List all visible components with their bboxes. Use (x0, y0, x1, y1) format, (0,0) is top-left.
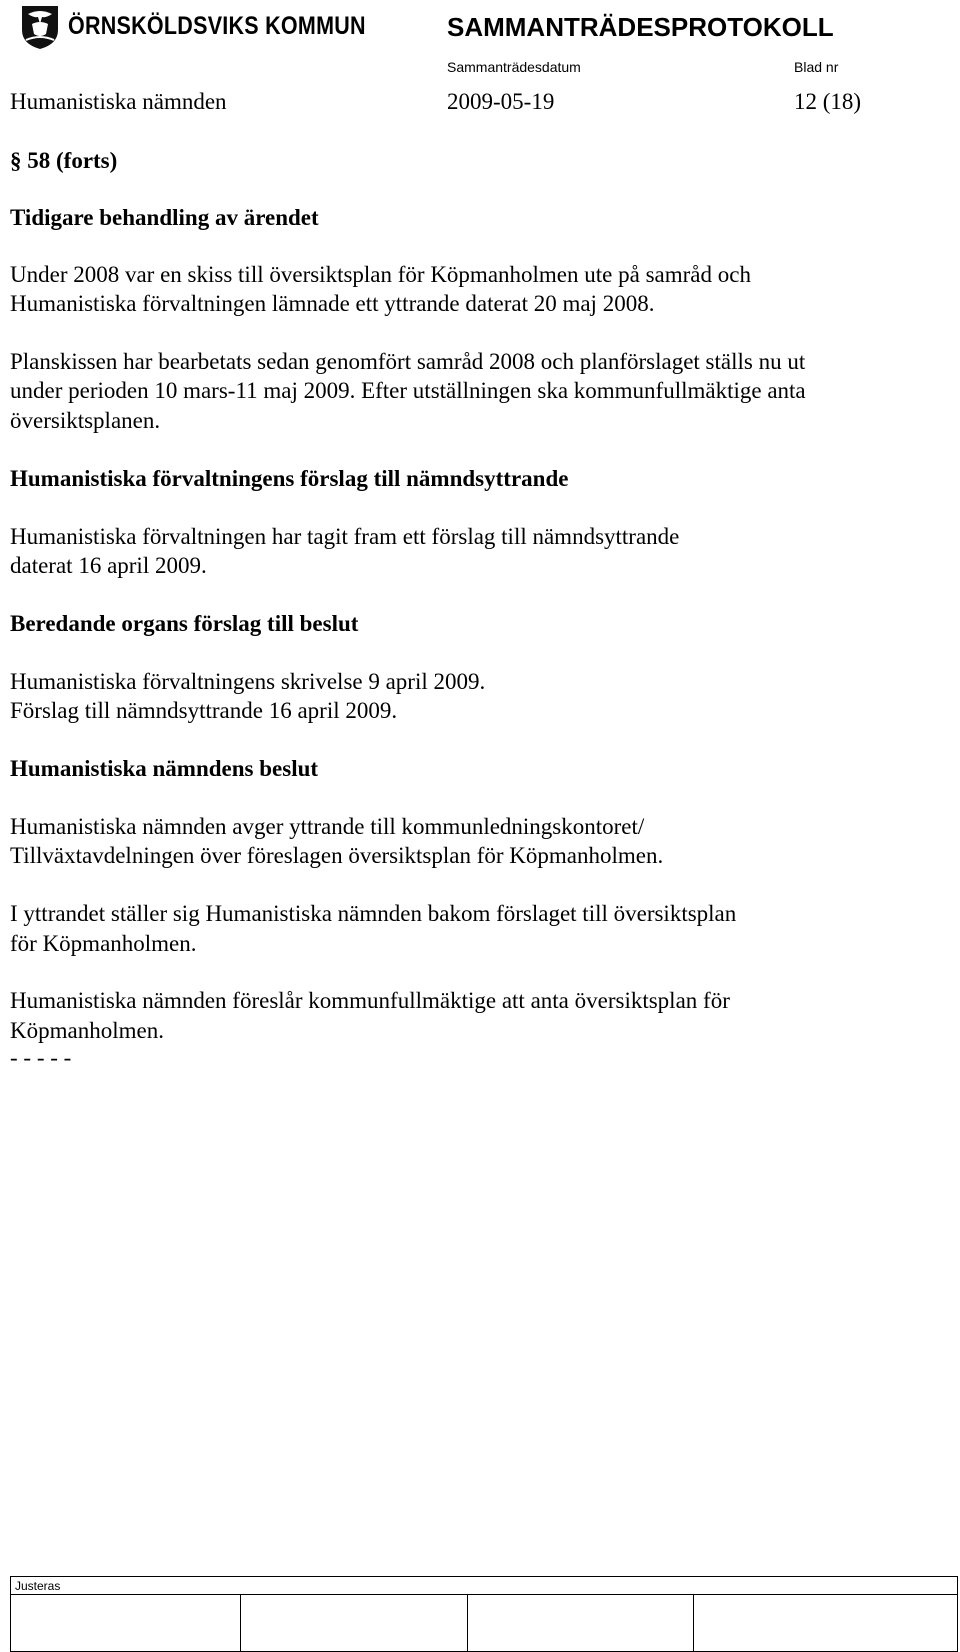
document-type-title: SAMMANTRÄDESPROTOKOLL (447, 12, 834, 42)
body-text-line: översiktsplanen. (10, 408, 161, 433)
signature-cell (240, 1595, 241, 1651)
municipality-logo (20, 4, 60, 50)
organization-name: ÖRNSKÖLDSVIKS KOMMUN (68, 12, 366, 40)
signature-table (10, 1576, 958, 1652)
body-text-line: Tillväxtavdelningen över föreslagen översiktsplan för Köpmanholmen. (10, 843, 664, 868)
body-text-line: Humanistiska nämnden avger yttrande till kommunledningskontoret/ (10, 814, 645, 839)
page-number: 12 (18) (794, 89, 862, 114)
section-heading-preparatory-proposal: Beredande organs förslag till beslut (10, 611, 359, 636)
meeting-date-label: Sammanträdesdatum (447, 59, 581, 75)
body-text-line: Humanistiska förvaltningen har tagit fram ett förslag till nämndsyttrande (10, 524, 680, 549)
body-text-line: Humanistiska förvaltningen lämnade ett yttrande daterat 20 maj 2008. (10, 291, 655, 316)
meeting-date: 2009-05-19 (447, 89, 555, 114)
signature-row (11, 1594, 957, 1651)
body-text-line: Humanistiska nämnden föreslår kommunfullmäktige att anta översiktsplan för (10, 988, 730, 1013)
section-heading-previous-handling: Tidigare behandling av ärendet (10, 205, 319, 230)
body-text-line: under perioden 10 mars-11 maj 2009. Efter utställningen ska kommunfullmäktige anta (10, 378, 806, 403)
section-heading-administration-proposal: Humanistiska förvaltningens förslag till nämndsyttrande (10, 466, 569, 491)
signature-cell (693, 1595, 694, 1651)
committee-name: Humanistiska nämnden (10, 89, 227, 114)
body-text-line: Förslag till nämndsyttrande 16 april 2009. (10, 698, 398, 723)
page-number-label: Blad nr (794, 59, 839, 75)
body-text-line: Humanistiska förvaltningens skrivelse 9 april 2009. (10, 669, 486, 694)
paragraph-reference: § 58 (forts) (10, 148, 118, 173)
body-text-line: Köpmanholmen. (10, 1018, 164, 1043)
body-text-line: Planskissen har bearbetats sedan genomfört samråd 2008 och planförslaget ställs nu ut (10, 349, 806, 374)
signature-label: Justeras (15, 1579, 61, 1593)
body-text-line: daterat 16 april 2009. (10, 553, 207, 578)
section-heading-committee-decision: Humanistiska nämndens beslut (10, 756, 319, 781)
body-text-line: för Köpmanholmen. (10, 931, 197, 956)
end-marker: - - - - - (10, 1045, 72, 1070)
body-text-line: Under 2008 var en skiss till översiktsplan för Köpmanholmen ute på samråd och (10, 262, 751, 287)
body-text-line: I yttrandet ställer sig Humanistiska nämnden bakom förslaget till översiktsplan (10, 901, 737, 926)
signature-cell (467, 1595, 468, 1651)
